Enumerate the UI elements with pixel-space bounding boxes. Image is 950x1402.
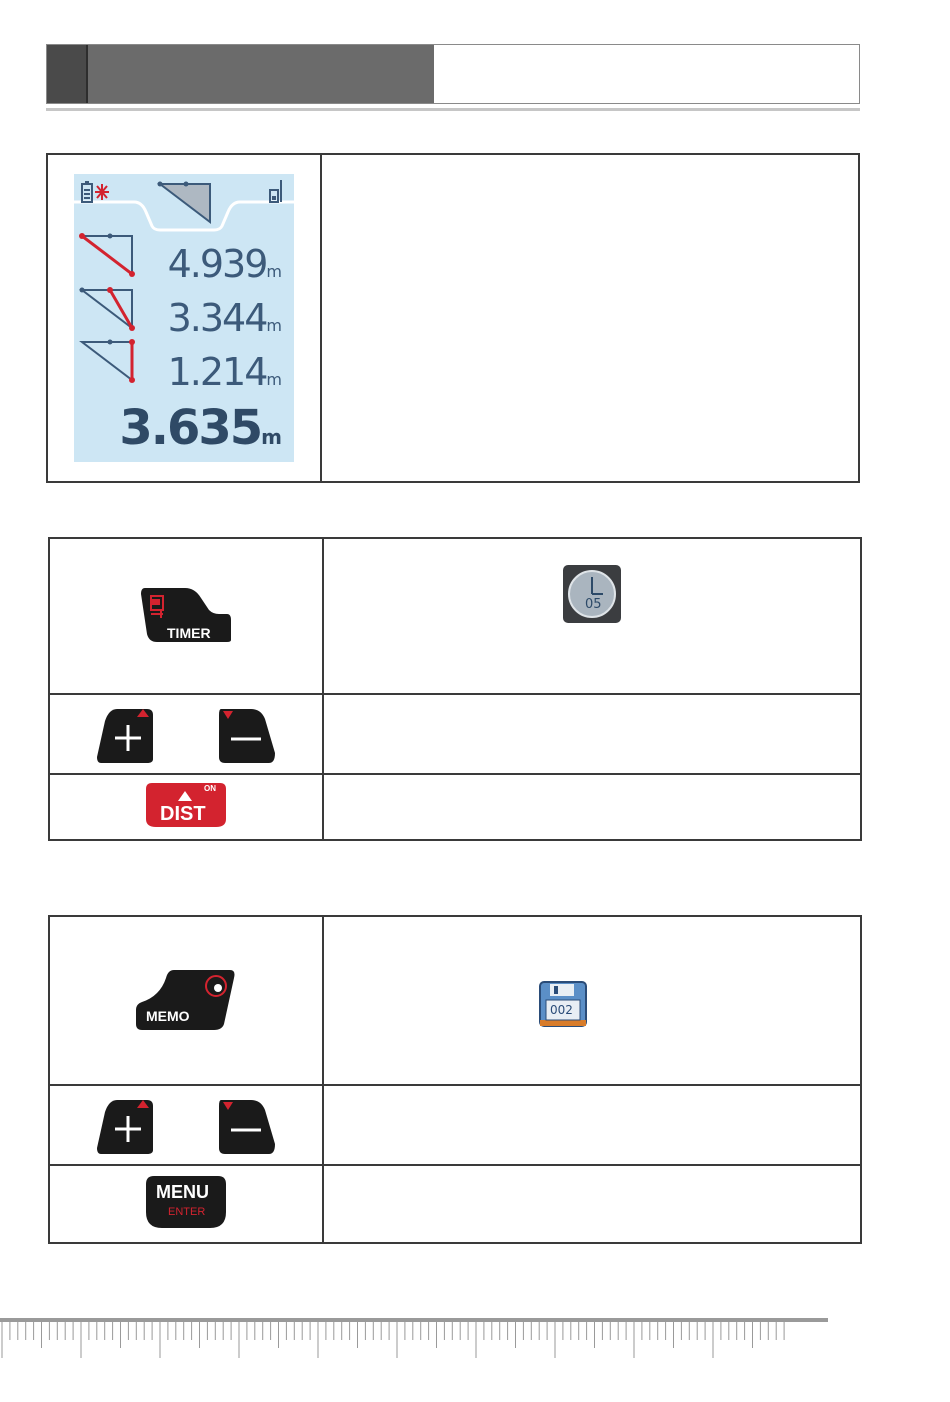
lcd-display — [74, 174, 294, 462]
minus-button[interactable] — [215, 703, 277, 765]
memo-button[interactable]: MEMO — [134, 964, 238, 1034]
timer-description-cell — [323, 538, 861, 694]
display-cell — [47, 154, 321, 482]
measure-3-icon — [82, 339, 135, 383]
menu-enter-button[interactable]: MENU ENTER — [142, 1172, 230, 1232]
memo-description-cell — [323, 916, 861, 1085]
footer-ruler — [0, 1316, 950, 1366]
reading-1: 4.939m — [167, 242, 282, 286]
memory-value: 002 — [550, 1002, 573, 1017]
dist-button[interactable]: ON DIST — [144, 779, 228, 831]
measure-2-icon — [80, 287, 136, 331]
reading-2: 3.344m — [167, 296, 282, 340]
plus-button[interactable] — [95, 703, 157, 765]
memo-key-cell — [49, 916, 323, 1085]
menu-description-cell — [323, 1165, 861, 1243]
plus-minus-cell — [49, 694, 323, 774]
laser-icon — [95, 184, 109, 200]
dist-description-cell — [323, 774, 861, 840]
plus-minus-description-cell — [323, 694, 861, 774]
chapter-header — [46, 44, 860, 104]
timer-key-cell — [49, 538, 323, 694]
memo-minus-button[interactable] — [215, 1094, 277, 1156]
header-divider — [46, 108, 860, 111]
display-description-cell — [321, 154, 859, 482]
timer-clock-tile — [563, 565, 621, 623]
timer-table — [48, 537, 862, 841]
reference-point-icon — [270, 180, 281, 202]
memory-tile — [538, 980, 588, 1028]
mode-triangle-icon — [158, 182, 211, 223]
dist-key-cell — [49, 774, 323, 840]
memo-plus-minus-description-cell — [323, 1085, 861, 1165]
memo-plus-button[interactable] — [95, 1094, 157, 1156]
chapter-marker — [47, 45, 86, 103]
chapter-title-bar — [86, 45, 434, 103]
memo-table — [48, 915, 862, 1244]
result-reading: 3.635m — [119, 400, 282, 456]
timer-button[interactable]: TIMER — [139, 584, 233, 644]
menu-key-cell — [49, 1165, 323, 1243]
memo-plus-minus-cell — [49, 1085, 323, 1165]
display-table — [46, 153, 860, 483]
reading-3: 1.214m — [167, 350, 282, 394]
measure-1-icon — [79, 233, 135, 277]
battery-icon — [82, 181, 92, 202]
clock-value: 05 — [585, 597, 602, 612]
